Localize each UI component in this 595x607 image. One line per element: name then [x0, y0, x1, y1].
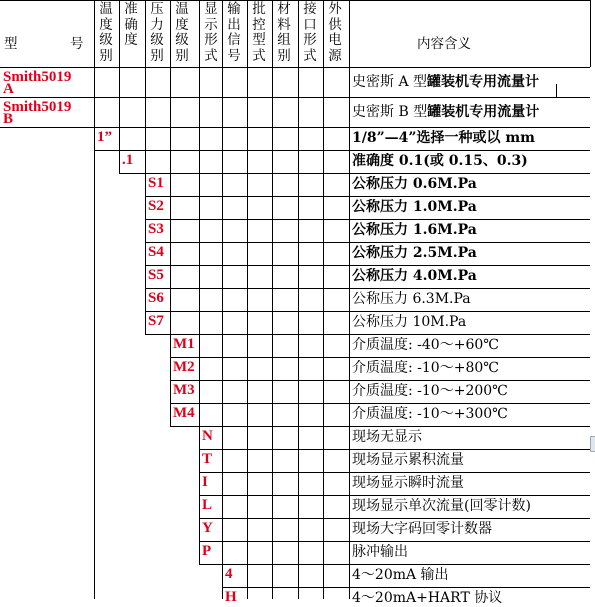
row-description: 公称压力 2.5M.Pa: [352, 245, 477, 261]
row-description: 4～20mA+HART 协议: [352, 590, 503, 606]
row-description: 现场显示单次流量(回零计数): [352, 498, 531, 514]
header-meaning: 内容含义: [417, 36, 471, 52]
row-code: 4: [225, 566, 233, 582]
row-description: 现场无显示: [352, 429, 422, 445]
row-code: N: [202, 428, 213, 444]
row-description: 脉冲输出: [352, 544, 408, 560]
row-description: 公称压力 6.3M.Pa: [352, 291, 471, 307]
row-code: T: [202, 451, 213, 467]
row-description-bold: 罐装机专用流量计: [427, 103, 540, 120]
row-code: S3: [148, 221, 164, 237]
row-code: Y: [202, 520, 213, 536]
row-description: 介质温度: -40～+60℃: [352, 337, 499, 353]
header-model-char: 型: [4, 36, 18, 52]
row-code: I: [202, 474, 208, 490]
row-description: 现场显示瞬时流量: [352, 475, 464, 491]
row-description-plain: 史密斯 B 型: [352, 103, 428, 120]
row-description: [352, 74, 539, 91]
row-code: S1: [148, 175, 164, 191]
row-description: 公称压力 1.6M.Pa: [352, 222, 477, 238]
row-description: 现场大字码回零计数器: [352, 521, 492, 537]
row-code: S5: [148, 267, 164, 283]
header-column-label: 温度级别: [99, 1, 113, 64]
row-description: 公称压力 0.6M.Pa: [352, 176, 477, 192]
row-description: 公称压力 4.0M.Pa: [352, 268, 477, 284]
row-code: Smith5019: [3, 69, 72, 85]
row-description: 1/8”—4”选择一种或以 mm: [352, 130, 535, 146]
row-code: S7: [148, 313, 164, 329]
header-column-label: 输出信号: [227, 1, 241, 64]
row-code: S2: [148, 198, 164, 214]
header-column-label: 批控型式: [252, 1, 266, 64]
row-description: 4～20mA 输出: [352, 567, 449, 583]
header-column-label: 显示形式: [204, 1, 218, 64]
row-description: 现场显示累积流量: [352, 452, 464, 468]
row-code: P: [202, 543, 212, 559]
row-code: S4: [148, 244, 164, 260]
row-description: 介质温度: -10～+80℃: [352, 360, 499, 376]
header-column-label: 压力级别: [150, 1, 164, 64]
row-code: L: [202, 497, 213, 513]
header-column-label: 接口形式: [303, 1, 317, 64]
row-code: M3: [173, 382, 195, 398]
header-column-label: 外供电源: [328, 1, 342, 64]
row-code: H: [225, 589, 237, 605]
row-code-suffix: B: [3, 111, 14, 127]
row-description-bold: 罐装机专用流量计: [427, 73, 540, 90]
row-description: 准确度 0.1(或 0.15、0.3): [352, 153, 528, 169]
row-code: M2: [173, 359, 195, 375]
row-description: 公称压力 1.0M.Pa: [352, 199, 477, 215]
row-description: 介质温度: -10～+200℃: [352, 383, 508, 399]
header-column-label: 温度级别: [175, 1, 189, 64]
row-description: 公称压力 10M.Pa: [352, 314, 467, 330]
header-column-label: 材料组别: [277, 1, 291, 64]
scrollbar-handle[interactable]: [590, 436, 595, 452]
row-code: S6: [148, 290, 164, 306]
row-code: M1: [173, 336, 195, 352]
row-description-plain: 史密斯 A 型: [352, 73, 428, 90]
header-model-char: 号: [70, 36, 84, 52]
row-code: 1”: [97, 129, 112, 145]
row-code: .1: [122, 152, 134, 168]
row-description: [352, 104, 539, 121]
row-code-suffix: A: [3, 81, 14, 97]
header-column-label: 准确度: [124, 1, 138, 48]
row-description: 介质温度: -10～+300℃: [352, 406, 508, 422]
row-code: M4: [173, 405, 195, 421]
row-code: Smith5019: [3, 99, 72, 115]
